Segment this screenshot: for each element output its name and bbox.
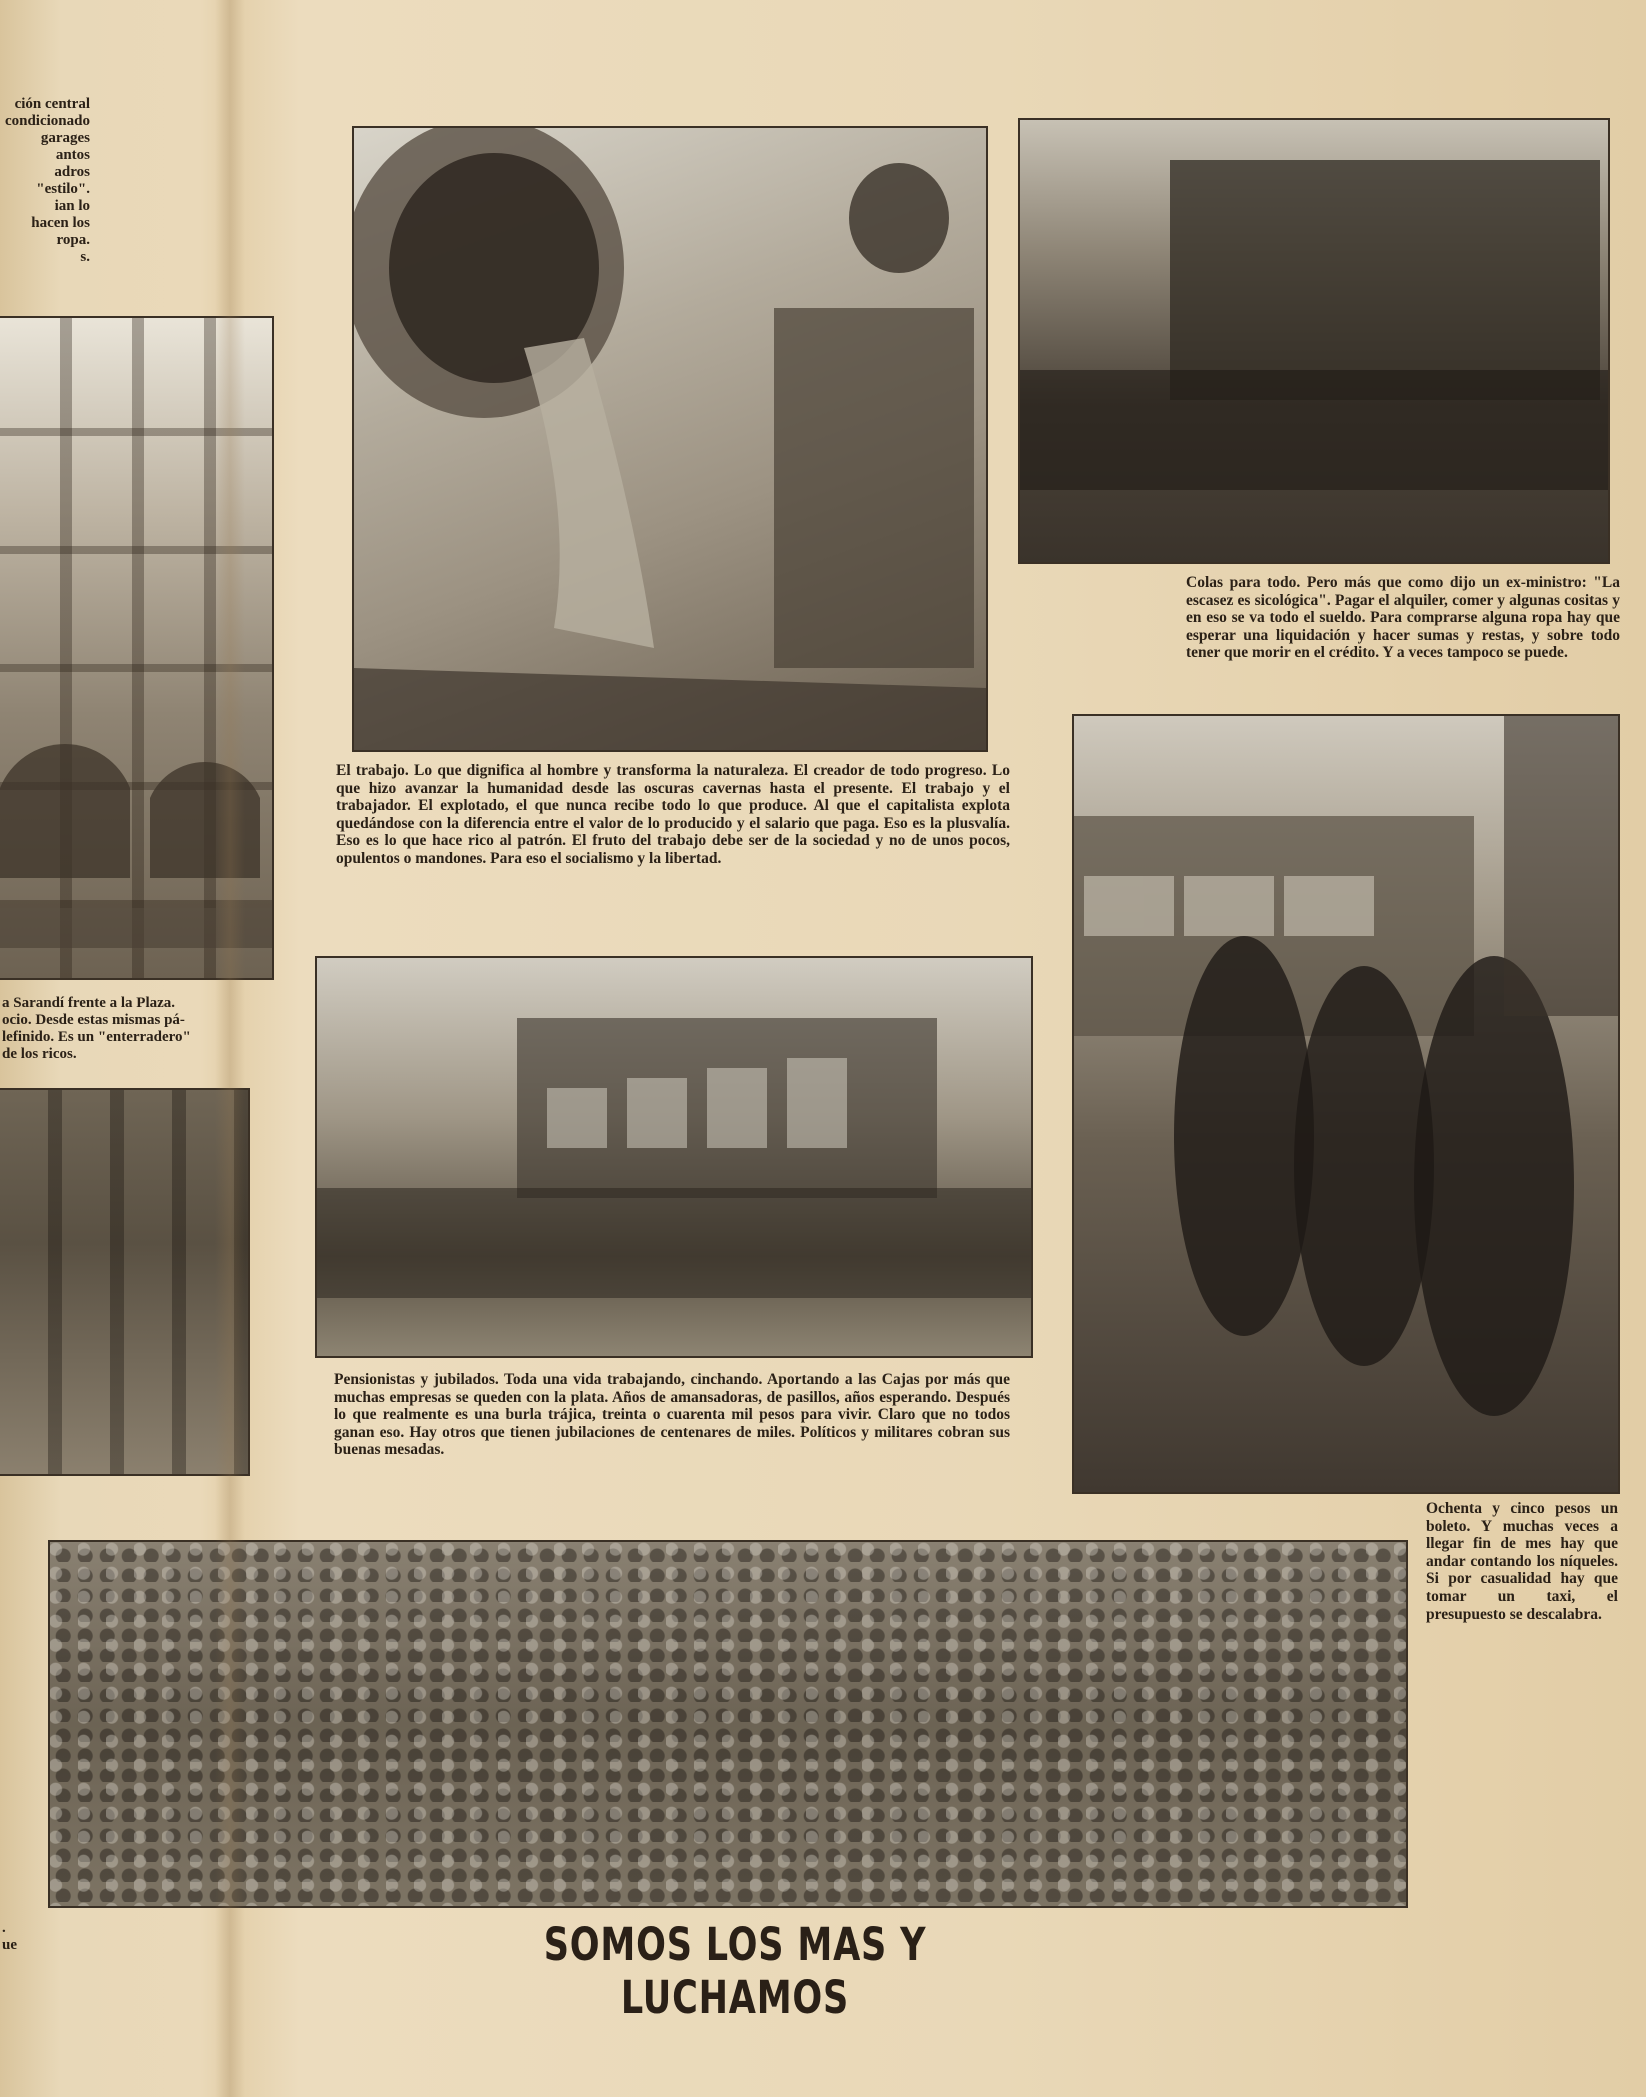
fragment-bottom-line: ue xyxy=(2,1937,17,1953)
caption-colas: Colas para todo. Pero más que como dijo un ex-ministro: "La escasez es sicológica". Pagar el alquiler, comer y algunas cositas y en eso se va todo el sueldo. Para comprarse alguna ropa hay que esperar una liquidación y hacer sumas y restas, y sobre todo tener que morir en el crédito. Y a veces tampoco se puede. xyxy=(1186,574,1620,662)
photo-worker-concrete-mixer xyxy=(352,126,988,752)
fragment-top-line: ian lo xyxy=(54,198,90,214)
photo-bus-passengers xyxy=(1072,714,1620,1494)
fragment-mid-line: ocio. Desde estas mismas pá- xyxy=(2,1012,185,1028)
fragment-mid-line: a Sarandí frente a la Plaza. xyxy=(2,995,176,1011)
fragment-mid-line: de los ricos. xyxy=(2,1046,77,1062)
fragment-bottom-line: . xyxy=(2,1920,6,1936)
fragment-top-line: s. xyxy=(80,249,90,265)
fragment-top-line: garages xyxy=(40,130,90,146)
headline: SOMOS LOS MAS Y LUCHAMOS xyxy=(543,1918,927,2024)
photo-mass-demonstration xyxy=(48,1540,1408,1908)
mixer-graphic xyxy=(354,128,986,750)
left-column-fragment-middle xyxy=(2,995,191,1063)
fragment-top-line: ropa. xyxy=(56,232,90,248)
bus-graphic xyxy=(1074,716,1618,1492)
fragment-top-line: "estilo". xyxy=(36,181,90,197)
fragment-top-line: condicionado xyxy=(4,113,90,129)
left-column-fragment-top xyxy=(2,96,90,266)
photo-people-queue xyxy=(1018,118,1610,564)
photo-building-entrance xyxy=(0,1088,250,1476)
paper-fold-vertical xyxy=(215,0,245,2097)
caption-pensionistas: Pensionistas y jubilados. Toda una vida trabajando, cinchando. Aportando a las Cajas por más que muchas empresas se queden con la plata. Años de amansadoras, de pasillos, años esperando. Después lo que realmente es una burla trájica, treinta o cuarenta mil pesos para vivir. Claro que no todos ganan eso. Hay otros que tienen jubilaciones de centenares de miles. Políticos y militares cobran sus buenas mesadas. xyxy=(334,1371,1010,1459)
photo-pensioners-crowd xyxy=(315,956,1033,1358)
fragment-top-line: hacen los xyxy=(31,215,90,231)
fragment-top-line: ción central xyxy=(14,96,90,112)
caption-trabajo: El trabajo. Lo que dignifica al hombre y transforma la naturaleza. El creador de todo progreso. Lo que hizo avanzar la humanidad desde las oscuras cavernas hasta el presente. El trabajo y el trabajador. El explotado, el que nunca recibe todo lo que produce. Al que el capitalista explota quedándose con la diferencia entre el valor de lo producido y el salario que paga. Eso es la plusvalía. Eso es lo que hace rico al patrón. El fruto del trabajo debe ser de la sociedad y no de unos pocos, opulentos o mandones. Para eso el socialismo y la libertad. xyxy=(336,762,1010,867)
queue-graphic xyxy=(1020,120,1608,562)
fragment-top-line: antos xyxy=(55,147,90,163)
caption-boleto: Ochenta y cinco pesos un boleto. Y muchas veces a llegar fin de mes hay que andar contando los níqueles. Si por casualidad hay que tomar un taxi, el presupuesto se descalabra. xyxy=(1426,1500,1618,1623)
fragment-top-line: adros xyxy=(54,164,90,180)
fragment-mid-line: lefinido. Es un "enterradero" xyxy=(2,1029,191,1045)
building-graphic xyxy=(317,958,1031,1356)
left-column-fragment-bottom xyxy=(2,1920,17,1954)
